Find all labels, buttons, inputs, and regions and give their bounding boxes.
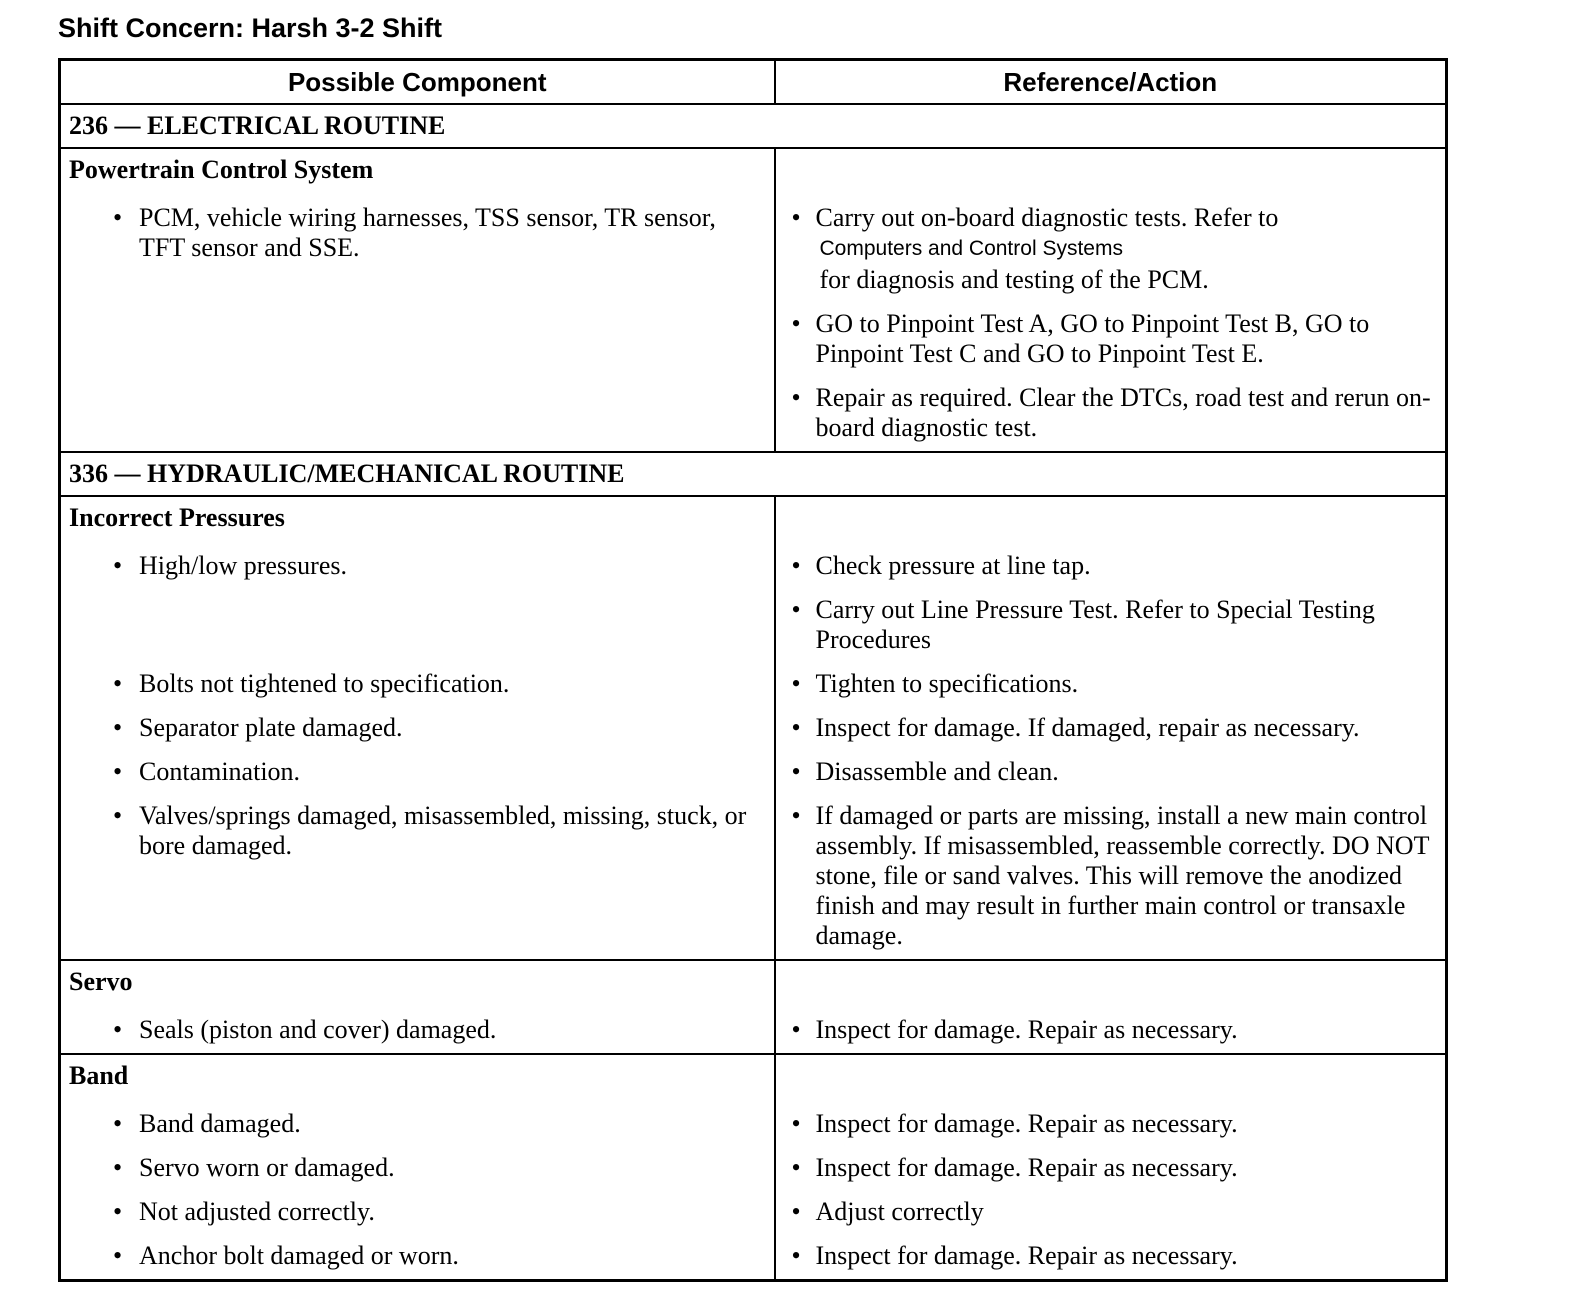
group-name: Servo	[60, 960, 775, 1009]
component-cell	[60, 545, 775, 663]
bullet-dot: •	[791, 757, 801, 786]
bullet-item	[69, 713, 766, 743]
action-cell	[775, 707, 1447, 751]
bullet-text: Seals (piston and cover) damaged.	[139, 1015, 497, 1044]
bullet-dot: •	[113, 551, 123, 580]
bullet-dot: •	[113, 669, 123, 698]
bullet-item	[784, 1015, 1438, 1045]
component-cell	[60, 751, 775, 795]
bullet-item	[784, 1241, 1438, 1271]
shift-concern-table	[58, 58, 1448, 1282]
table-row	[60, 707, 1447, 751]
bullet-text: Carry out Line Pressure Test. Refer to Special Testing Procedures	[815, 595, 1375, 654]
component-cell	[60, 663, 775, 707]
action-cell	[775, 1009, 1447, 1054]
bullet-text: Anchor bolt damaged or worn.	[139, 1241, 459, 1270]
table-row	[60, 1191, 1447, 1235]
group-header-row	[60, 496, 1447, 545]
component-cell	[60, 1009, 775, 1054]
action-cell	[775, 1147, 1447, 1191]
component-cell	[60, 1147, 775, 1191]
bullet-item	[784, 1197, 1438, 1227]
bullet-item	[784, 203, 1438, 295]
bullet-text: Bolts not tightened to specification.	[139, 669, 510, 698]
bullet-dot: •	[113, 713, 123, 742]
bullet-text: Not adjusted correctly.	[139, 1197, 375, 1226]
bullet-dot: •	[791, 309, 801, 338]
bullet-text: PCM, vehicle wiring harnesses, TSS sensor, TR sensor, TFT sensor and SSE.	[139, 203, 716, 262]
component-cell	[60, 1235, 775, 1281]
column-header-component: Possible Component	[60, 60, 775, 105]
bullet-dot: •	[791, 383, 801, 412]
component-cell	[60, 707, 775, 751]
bullet-dot: •	[791, 1241, 801, 1270]
bullet-text: Check pressure at line tap.	[815, 551, 1091, 580]
bullet-text: GO to Pinpoint Test A, GO to Pinpoint Test B, GO to Pinpoint Test C and GO to Pinpoint Test E.	[815, 309, 1370, 368]
routine-row	[60, 104, 1447, 148]
bullet-item	[69, 757, 766, 787]
bullet-dot: •	[113, 203, 123, 232]
table-row	[60, 1147, 1447, 1191]
bullet-dot: •	[791, 551, 801, 580]
bullet-dot: •	[113, 801, 123, 830]
action-cell	[775, 545, 1447, 663]
table-row	[60, 663, 1447, 707]
action-cell	[775, 795, 1447, 960]
action-cell	[775, 197, 1447, 452]
group-name: Powertrain Control System	[60, 148, 775, 197]
bullet-item	[69, 1109, 766, 1139]
bullet-item	[784, 309, 1438, 369]
action-cell	[775, 663, 1447, 707]
bullet-text: Repair as required. Clear the DTCs, road test and rerun on-board diagnostic test.	[815, 383, 1431, 442]
bullet-item	[784, 551, 1438, 581]
bullet-dot: •	[791, 1109, 801, 1138]
group-name: Band	[60, 1054, 775, 1103]
bullet-text: Disassemble and clean.	[815, 757, 1059, 786]
bullet-item	[69, 551, 766, 581]
component-cell	[60, 1191, 775, 1235]
bullet-item	[784, 757, 1438, 787]
bullet-text: Servo worn or damaged.	[139, 1153, 395, 1182]
table-body	[60, 104, 1447, 1281]
bullet-text: If damaged or parts are missing, install a new main control assembly. If misassembled, reassemble correctly. DO NOT stone, file or sand valves. This will remove the anodized finish and may result in further main control or transaxle damage.	[815, 801, 1429, 950]
group-action-spacer	[775, 496, 1447, 545]
component-cell	[60, 1103, 775, 1147]
bullet-text: Carry out on-board diagnostic tests. Refer to	[815, 203, 1279, 232]
bullet-item	[784, 383, 1438, 443]
bullet-text: Inspect for damage. Repair as necessary.	[815, 1241, 1238, 1270]
reference-link[interactable]: Computers and Control Systems	[819, 237, 1123, 260]
bullet-text: Inspect for damage. Repair as necessary.	[815, 1109, 1238, 1138]
bullet-item	[69, 1015, 766, 1045]
group-name: Incorrect Pressures	[60, 496, 775, 545]
bullet-dot: •	[113, 1241, 123, 1270]
component-cell	[60, 197, 775, 452]
bullet-item	[69, 669, 766, 699]
table-row	[60, 1009, 1447, 1054]
bullet-text: Adjust correctly	[815, 1197, 984, 1226]
table-row	[60, 795, 1447, 960]
bullet-item	[69, 203, 766, 263]
bullet-dot: •	[791, 595, 801, 624]
bullet-dot: •	[791, 713, 801, 742]
bullet-dot: •	[113, 1109, 123, 1138]
bullet-dot: •	[113, 757, 123, 786]
table-row	[60, 197, 1447, 452]
action-cell	[775, 1191, 1447, 1235]
bullet-text: Valves/springs damaged, misassembled, missing, stuck, or bore damaged.	[139, 801, 747, 860]
bullet-item	[784, 1109, 1438, 1139]
bullet-text: Inspect for damage. If damaged, repair as necessary.	[815, 713, 1360, 742]
bullet-item	[69, 1197, 766, 1227]
bullet-item	[784, 801, 1438, 951]
bullet-item	[69, 1241, 766, 1271]
action-continuation: for diagnosis and testing of the PCM.	[819, 265, 1209, 294]
bullet-dot: •	[113, 1153, 123, 1182]
group-header-row	[60, 1054, 1447, 1103]
bullet-dot: •	[791, 1153, 801, 1182]
bullet-dot: •	[113, 1015, 123, 1044]
bullet-text: Band damaged.	[139, 1109, 301, 1138]
bullet-dot: •	[791, 669, 801, 698]
bullet-item	[69, 801, 766, 861]
bullet-dot: •	[791, 1015, 801, 1044]
action-cell	[775, 1103, 1447, 1147]
group-action-spacer	[775, 1054, 1447, 1103]
bullet-text: High/low pressures.	[139, 551, 347, 580]
bullet-dot: •	[791, 1197, 801, 1226]
column-header-action: Reference/Action	[775, 60, 1447, 105]
bullet-item	[69, 1153, 766, 1183]
table-row	[60, 1103, 1447, 1147]
bullet-text: Tighten to specifications.	[815, 669, 1079, 698]
group-action-spacer	[775, 148, 1447, 197]
page-title: Shift Concern: Harsh 3-2 Shift	[58, 13, 443, 43]
routine-title: 336 — HYDRAULIC/MECHANICAL ROUTINE	[60, 452, 1447, 496]
bullet-text: Inspect for damage. Repair as necessary.	[815, 1153, 1238, 1182]
action-cell	[775, 751, 1447, 795]
routine-title: 236 — ELECTRICAL ROUTINE	[60, 104, 1447, 148]
bullet-dot: •	[791, 203, 801, 232]
bullet-text: Inspect for damage. Repair as necessary.	[815, 1015, 1238, 1044]
action-cell	[775, 1235, 1447, 1281]
bullet-item	[784, 1153, 1438, 1183]
group-header-row	[60, 960, 1447, 1009]
group-header-row	[60, 148, 1447, 197]
bullet-item	[784, 595, 1438, 655]
component-cell	[60, 795, 775, 960]
table-header-row	[60, 60, 1447, 105]
group-action-spacer	[775, 960, 1447, 1009]
table-row	[60, 1235, 1447, 1281]
bullet-dot: •	[791, 801, 801, 830]
bullet-text: Separator plate damaged.	[139, 713, 403, 742]
bullet-text: Contamination.	[139, 757, 301, 786]
table-row	[60, 545, 1447, 663]
routine-row	[60, 452, 1447, 496]
bullet-dot: •	[113, 1197, 123, 1226]
bullet-item	[784, 669, 1438, 699]
table-row	[60, 751, 1447, 795]
bullet-item	[784, 713, 1438, 743]
